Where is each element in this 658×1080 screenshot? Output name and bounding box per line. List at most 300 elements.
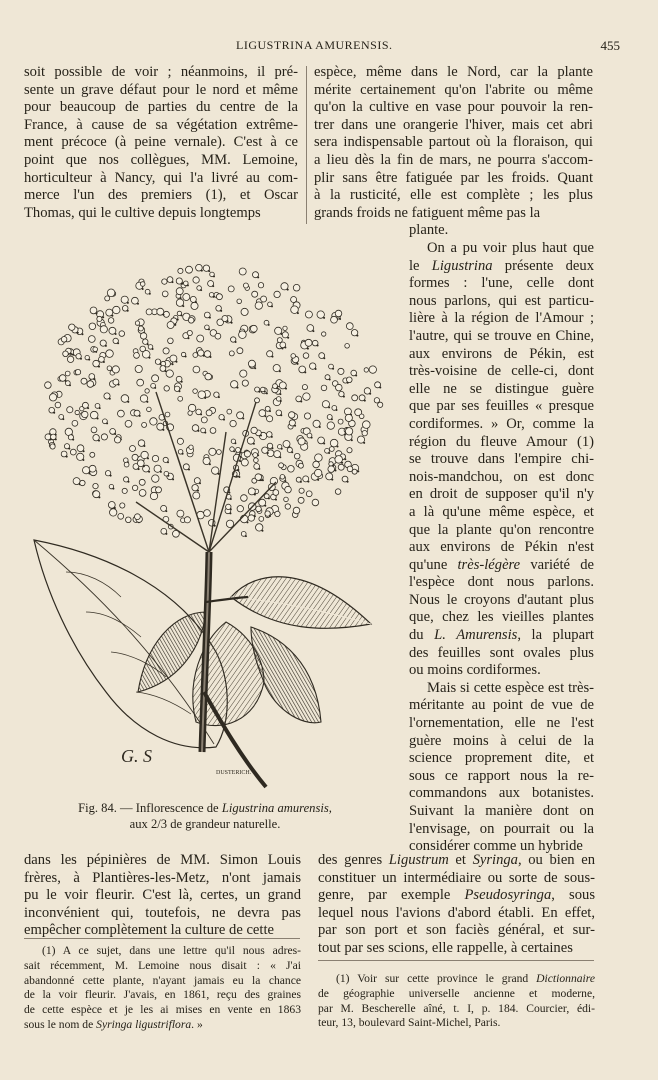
floret-shadow (269, 515, 271, 517)
floret-shadow (165, 370, 167, 372)
floret (352, 395, 358, 401)
floret-shadow (209, 317, 211, 319)
floret (313, 461, 320, 468)
floret-shadow (279, 370, 281, 372)
floret-shadow (297, 312, 299, 314)
floret (139, 479, 145, 485)
floret (193, 277, 199, 283)
text-line: que la plante qu'on rencontre (409, 521, 594, 538)
floret (299, 488, 304, 493)
floret (93, 483, 98, 488)
floret (303, 353, 309, 359)
floret (168, 338, 174, 344)
floret (156, 487, 162, 493)
floret (113, 306, 120, 313)
text-line: genre, par exemple Pseudosyringa, sous (318, 887, 595, 904)
text-line: pour beaucoup de parties du centre de la (24, 99, 298, 116)
floret (75, 410, 79, 414)
floret (254, 458, 259, 463)
floret (304, 413, 310, 419)
text-line: aux environs de Pékin n'est (409, 539, 594, 556)
floret (317, 311, 324, 318)
text-line: grands froids ne fatiguent même pas la (314, 204, 541, 221)
floret (327, 422, 334, 429)
floret (193, 492, 200, 499)
ligustrina-engraving (26, 252, 384, 794)
text-line: formes : l'une, celle dont (409, 275, 594, 292)
floret-shadow (181, 381, 183, 383)
floret-shadow (337, 446, 339, 448)
floret-shadow (208, 328, 210, 330)
floret (306, 491, 312, 497)
floret (146, 309, 152, 315)
floret-shadow (201, 270, 203, 272)
floret (241, 495, 248, 502)
text-line: constituer un intermédiaire ou sorte de sous- (318, 869, 595, 886)
floret (154, 465, 161, 472)
floret-shadow (237, 387, 239, 389)
text-line: du L. Amurensis, la plupart (409, 627, 594, 644)
floret (256, 524, 263, 531)
floret (307, 325, 314, 332)
floret (126, 517, 132, 523)
floret (201, 417, 207, 423)
text-line: des feuilles sont ovales plus (409, 644, 594, 661)
floret (364, 368, 368, 372)
floret (135, 514, 141, 520)
floret (241, 308, 248, 315)
floret-shadow (311, 437, 313, 439)
floret-shadow (344, 458, 346, 460)
text-line: soit possible de voir ; néanmoins, il pré- (24, 64, 298, 80)
floret (152, 375, 159, 382)
floret (347, 448, 352, 453)
floret-shadow (280, 414, 282, 416)
floret (137, 460, 144, 467)
floret (315, 454, 323, 462)
text-line: que, chez les vieilles plantes (409, 609, 594, 626)
right-column-top-text (314, 64, 593, 222)
floret-shadow (99, 407, 101, 409)
floret (132, 485, 137, 490)
left-column-bottom-text (24, 852, 301, 940)
floret (100, 326, 107, 333)
text-line: tout par ses scions, elle rappelle, à certaines (318, 939, 573, 956)
floret-shadow (62, 418, 64, 420)
floret (282, 332, 288, 338)
floret (345, 414, 352, 421)
text-line: merce l'un des premiers (1), et Oscar (24, 187, 298, 204)
floret-shadow (127, 302, 129, 304)
floret-shadow (266, 392, 268, 394)
floret (209, 448, 216, 455)
floret-shadow (102, 316, 104, 318)
text-line: méritante au point de vue de (409, 697, 594, 714)
floret-shadow (339, 318, 341, 320)
floret (122, 488, 127, 493)
floret-shadow (162, 429, 164, 431)
floret-shadow (179, 390, 181, 392)
floret (322, 332, 326, 336)
floret (293, 507, 300, 514)
floret-shadow (331, 418, 333, 420)
text-line: Nous le croyons d'autant plus (409, 591, 594, 608)
floret (163, 348, 169, 354)
floret (267, 416, 273, 422)
leaf-right-low (251, 627, 321, 723)
floret (279, 463, 284, 468)
floret-shadow (82, 333, 84, 335)
floret (253, 453, 258, 458)
floret (244, 451, 250, 457)
text-line: sera indispensable partout où la floraison, qui (314, 134, 593, 151)
floret (187, 330, 192, 335)
floret (298, 497, 304, 503)
floret-shadow (118, 384, 120, 386)
floret (110, 509, 117, 516)
floret (330, 439, 338, 447)
floret (204, 510, 211, 517)
text-line: France, à cause de sa végétation extrême- (24, 116, 298, 133)
text-line: considérer comme un hybride (409, 838, 583, 855)
floret (140, 282, 145, 287)
floret (291, 306, 299, 314)
floret (137, 379, 144, 386)
text-line: nois-mandchou, on est donc (409, 468, 594, 485)
floret-shadow (227, 320, 229, 322)
floret-shadow (355, 375, 357, 377)
floret-shadow (80, 358, 82, 360)
floret-shadow (254, 367, 256, 369)
text-line: mérite certainement qu'on l'abrite ou même (314, 81, 593, 98)
text-line: ou moins cordiformes. (409, 662, 541, 679)
floret (152, 455, 158, 461)
floret-shadow (188, 337, 190, 339)
floret-shadow (147, 457, 149, 459)
floret-shadow (230, 512, 232, 514)
floret (345, 428, 352, 435)
floret (186, 266, 193, 273)
floret (206, 410, 212, 416)
floret-shadow (323, 317, 325, 319)
floret-shadow (285, 388, 287, 390)
floret (352, 469, 357, 474)
floret-shadow (147, 343, 149, 345)
floret-shadow (364, 400, 366, 402)
floret (248, 360, 255, 367)
floret (215, 333, 221, 339)
floret (261, 296, 267, 302)
floret (240, 370, 247, 377)
floret (335, 489, 341, 495)
caption-line-2: aux 2/3 de grandeur naturelle. (129, 817, 281, 831)
floret-shadow (200, 413, 202, 415)
floret-shadow (209, 463, 211, 465)
floret-shadow (96, 313, 98, 315)
floret-shadow (287, 337, 289, 339)
text-line: sait récemment, M. Lemoine nous disait : « J'ai (24, 958, 301, 972)
floret (188, 318, 194, 324)
floret-shadow (110, 475, 112, 477)
floret (362, 431, 367, 436)
floret (75, 369, 80, 374)
floret-shadow (351, 439, 353, 441)
botanical-illustration (26, 252, 384, 794)
floret-shadow (260, 479, 262, 481)
engraver-signature: DUSTERICH. (216, 770, 252, 776)
floret-shadow (233, 450, 235, 452)
floret-shadow (323, 443, 325, 445)
floret (231, 381, 238, 388)
floret (118, 410, 125, 417)
floret (212, 467, 219, 474)
footnote-rule-right (318, 960, 594, 961)
floret-shadow (146, 401, 148, 403)
text-line: abandonné cette plante, n'ayant jamais eu la chance (24, 973, 301, 987)
floret (107, 366, 112, 371)
text-line: inconvénient qui, toutefois, ne devra pas (24, 904, 301, 921)
floret (70, 449, 76, 455)
floret (302, 385, 307, 390)
footnote-right (318, 972, 595, 1031)
floret-shadow (236, 475, 238, 477)
floret-shadow (319, 426, 321, 428)
floret (91, 427, 97, 433)
floret (239, 268, 246, 275)
text-line: sous ce rapport nous la re- (409, 767, 594, 784)
running-title: LIGUSTRINA AMURENSIS. (236, 38, 393, 52)
floret (178, 396, 183, 401)
floret-shadow (128, 481, 130, 483)
floret (329, 447, 334, 452)
floret-shadow (111, 315, 113, 317)
floret (252, 291, 258, 297)
floret (259, 517, 264, 522)
floret-shadow (213, 275, 215, 277)
floret-shadow (230, 498, 232, 500)
floret (205, 373, 212, 380)
floret (55, 402, 61, 408)
floret-shadow (187, 284, 189, 286)
floret (65, 371, 70, 376)
floret-shadow (268, 497, 270, 499)
floret-shadow (279, 393, 281, 395)
text-line: de cette espèce et je les ai mises en vente en 1863 (24, 1003, 301, 1017)
floret (162, 279, 167, 284)
text-line: ment précoce (à peine vernale). C'est à ce (24, 134, 298, 151)
floret (229, 351, 234, 356)
floret (250, 325, 257, 332)
floret-shadow (98, 496, 100, 498)
floret (239, 331, 247, 339)
floret-shadow (287, 289, 289, 291)
text-line: lequel nous l'avions d'abord établi. En effet, (318, 904, 595, 921)
floret-shadow (167, 461, 169, 463)
floret (374, 398, 379, 403)
text-line: frères, à Plantières-les-Metz, n'ont jamais (24, 869, 301, 886)
floret (197, 335, 204, 342)
floret (255, 302, 262, 309)
floret-shadow (114, 433, 116, 435)
floret-shadow (165, 510, 167, 512)
floret-shadow (181, 283, 183, 285)
floret-shadow (182, 453, 184, 455)
floret (178, 268, 183, 273)
floret-shadow (347, 481, 349, 483)
floret (140, 395, 147, 402)
floret (88, 336, 95, 343)
page-number: 455 (600, 38, 620, 53)
floret (191, 302, 198, 309)
floret (210, 428, 216, 434)
text-line: (1) A ce sujet, dans une lettre qu'il nous adres- (42, 944, 301, 957)
text-line: lière à la région de l'Amour ; (409, 310, 594, 327)
floret (165, 412, 170, 417)
text-line: empêcher complètement la culture de cette (24, 922, 274, 939)
floret-shadow (137, 303, 139, 305)
floret (294, 453, 300, 459)
floret-shadow (230, 508, 232, 510)
floret (119, 331, 125, 337)
floret-shadow (203, 355, 205, 357)
floret (243, 283, 248, 288)
floret-shadow (300, 401, 302, 403)
floret-shadow (328, 406, 330, 408)
text-line: On a pu voir plus haut que (427, 240, 594, 256)
floret (255, 398, 260, 403)
text-line: l'autre, qui se trouve en Chine, (409, 327, 594, 344)
floret-shadow (167, 475, 169, 477)
text-line: guère moins à celui de la (409, 732, 594, 749)
floret (338, 419, 343, 424)
text-line: teur, 13, boulevard Saint-Michel, Paris. (318, 1016, 501, 1030)
floret-shadow (291, 451, 293, 453)
floret (346, 323, 353, 330)
floret (258, 283, 263, 288)
text-line: en droit de supposer qu'il n'y (409, 486, 594, 503)
text-line: très-voisine de celle-ci, dont (409, 363, 594, 380)
floret-shadow (280, 333, 282, 335)
text-line: l'ornementation, elle ne l'est (409, 715, 594, 732)
text-line: nous parlons, qui est particu- (409, 292, 594, 309)
floret-shadow (72, 439, 74, 441)
floret (293, 284, 300, 291)
floret (273, 490, 279, 496)
floret (298, 438, 305, 445)
floret (336, 384, 343, 391)
leaf-right-top (231, 577, 371, 629)
text-line: à la rusticité, elle est complète ; les plus (314, 187, 593, 204)
column-rule (306, 66, 307, 224)
floret-shadow (317, 479, 319, 481)
floret-shadow (234, 442, 236, 444)
floret (321, 385, 327, 391)
floret (275, 511, 280, 516)
floret-shadow (379, 387, 381, 389)
caption-line-1: Fig. 84. — Inflorescence de Ligustrina amurensis, (78, 801, 332, 815)
floret (369, 366, 376, 373)
floret-shadow (297, 363, 299, 365)
running-header (0, 38, 658, 56)
floret-shadow (218, 473, 220, 475)
floret (80, 480, 85, 485)
floret-shadow (315, 368, 317, 370)
floret-shadow (264, 415, 266, 417)
floret-shadow (82, 459, 84, 461)
floret-shadow (279, 456, 281, 458)
floret-shadow (220, 310, 222, 312)
floret (274, 291, 280, 297)
floret-shadow (343, 396, 345, 398)
floret (259, 410, 266, 417)
floret-shadow (231, 322, 233, 324)
floret (203, 457, 210, 464)
floret-shadow (55, 438, 57, 440)
floret-shadow (328, 452, 330, 454)
floret (49, 394, 56, 401)
floret (177, 438, 183, 444)
floret-shadow (117, 342, 119, 344)
floret-shadow (197, 430, 199, 432)
floret (277, 338, 282, 343)
text-line: que par ses feuilles « presque (409, 398, 594, 415)
floret (357, 436, 364, 443)
text-line: l'espèce dont nous parlons. (409, 574, 594, 591)
floret (145, 389, 149, 393)
floret (69, 324, 75, 330)
floret (83, 467, 90, 474)
floret (67, 356, 73, 362)
floret-shadow (317, 345, 319, 347)
floret-shadow (214, 525, 216, 527)
floret (135, 321, 139, 325)
text-line: de géographie universelle ancienne et moderne, (318, 986, 595, 1000)
floret (279, 382, 286, 389)
text-line: Thomas, qui le cultive depuis longtemps (24, 204, 261, 221)
floret (67, 407, 73, 413)
floret-shadow (185, 356, 187, 358)
floret-shadow (341, 462, 343, 464)
floret-shadow (204, 397, 206, 399)
floret-shadow (143, 445, 145, 447)
text-line: par son port et son faciès général, et sur- (318, 922, 595, 939)
floret-shadow (70, 353, 72, 355)
artist-monogram: G. S (121, 746, 152, 766)
floret (347, 377, 353, 383)
floret-shadow (280, 400, 282, 402)
floret (140, 333, 146, 339)
text-line: espèce, même dans le Nord, car la plante (314, 64, 593, 80)
floret (230, 420, 236, 426)
floret-shadow (269, 410, 271, 412)
floret-shadow (264, 391, 266, 393)
floret-shadow (218, 396, 220, 398)
text-line: plir sans être fatiguée par les froids. Quant (314, 169, 593, 186)
text-line: qu'on la cultive en vase pour pouvoir la ren- (314, 99, 593, 116)
floret-shadow (127, 310, 129, 312)
floret (289, 412, 295, 418)
floret (305, 339, 312, 346)
floret-shadow (154, 387, 156, 389)
floret-shadow (268, 324, 270, 326)
floret (283, 326, 287, 330)
floret-shadow (262, 479, 264, 481)
floret (280, 475, 285, 480)
text-line: a lieu dès la fin de mars, ne pourra s'accom- (314, 151, 593, 168)
floret-shadow (262, 530, 264, 532)
text-line: de la voir fleurir. J'avais, en 1861, reçu des graines (24, 988, 301, 1002)
floret (142, 422, 147, 427)
